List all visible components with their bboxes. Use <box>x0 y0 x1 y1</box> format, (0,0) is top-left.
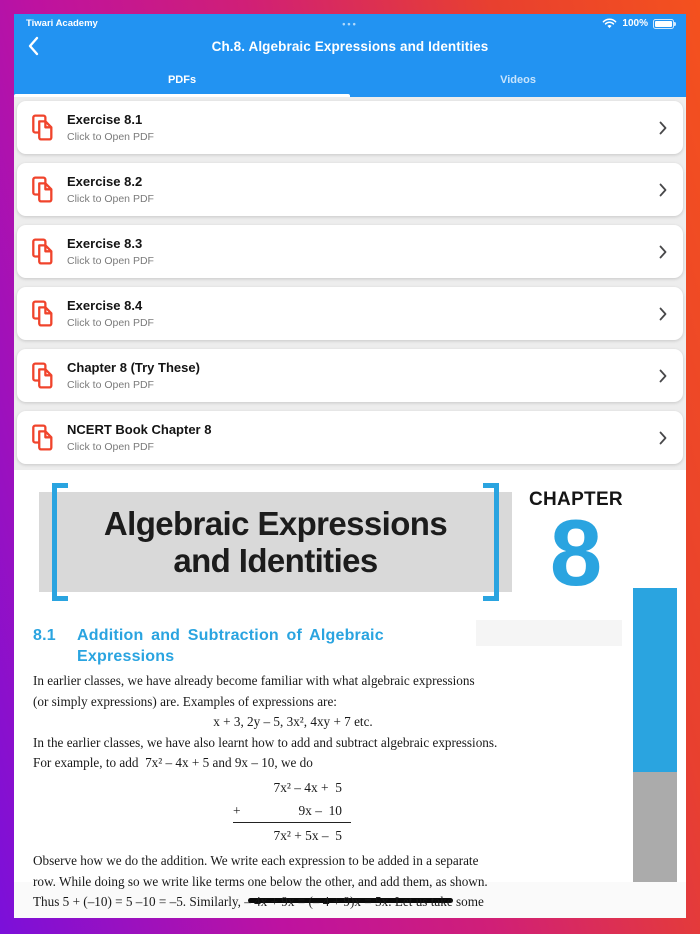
addition-row1: 7x² – 4x + 5 <box>273 779 342 795</box>
column-addition-block <box>233 776 351 849</box>
section-title <box>77 625 384 667</box>
back-button[interactable] <box>27 36 39 56</box>
item-text <box>67 174 154 205</box>
pdf-copy-icon <box>31 362 54 389</box>
chapter-title-row <box>14 470 686 605</box>
item-title: Exercise 8.2 <box>67 174 143 189</box>
item-subtitle: Click to Open PDF <box>67 255 154 267</box>
section-number: 8.1 <box>33 627 56 644</box>
pdf-list <box>14 97 686 464</box>
tab-pdfs[interactable]: PDFs <box>14 62 350 97</box>
addition-row2 <box>233 799 351 823</box>
pdf-copy-icon <box>31 114 54 141</box>
item-title: Exercise 8.4 <box>67 298 143 313</box>
battery-icon <box>653 19 674 29</box>
watermark-box <box>476 620 622 646</box>
item-title: Exercise 8.1 <box>67 112 143 127</box>
chapter-number-block <box>529 489 623 605</box>
item-text <box>67 112 154 143</box>
chevron-right-icon <box>659 369 667 383</box>
item-subtitle: Click to Open PDF <box>67 317 154 329</box>
list-item-ncert-book-chapter-8[interactable] <box>17 411 683 464</box>
plus-sign: + <box>233 802 241 818</box>
item-title: Exercise 8.3 <box>67 236 143 251</box>
body-line: For example, to add 7x² – 4x + 5 and 9x – 10, we do <box>33 755 313 771</box>
bracket-right-icon <box>483 483 499 601</box>
chapter-title-line2: and Identities <box>173 542 378 579</box>
body-line: Thus 5 + (–10) = 5 –10 = –5. Similarly, – 4x + 9x = (– 4 + 9)x = 5x. Let us take some <box>33 894 484 910</box>
chapter-title-line1: Algebraic Expressions <box>103 505 448 542</box>
carrier-label: Tiwari Academy <box>26 18 98 29</box>
section-title-line2: Expressions <box>77 648 175 665</box>
nav-bar <box>14 31 686 62</box>
list-item-exercise-8-4[interactable] <box>17 287 683 340</box>
list-item-exercise-8-2[interactable] <box>17 163 683 216</box>
section-title-line1: Addition and Subtraction of Algebraic <box>77 627 384 644</box>
app-screen <box>14 14 686 918</box>
addition-row2-value: 9x – 10 <box>298 802 342 818</box>
item-title: Chapter 8 (Try These) <box>67 360 200 375</box>
page-edge-band-blue <box>633 588 677 772</box>
chapter-title-box <box>39 492 512 592</box>
body-line: In earlier classes, we have already become familiar with what algebraic expressions <box>33 673 475 688</box>
tab-videos[interactable]: Videos <box>500 73 536 86</box>
chevron-right-icon <box>659 183 667 197</box>
pdf-copy-icon <box>31 300 54 327</box>
body-line: Observe how we do the addition. We write each expression to be added in a separate <box>33 852 479 868</box>
item-text <box>67 360 200 391</box>
item-subtitle: Click to Open PDF <box>67 193 154 205</box>
item-subtitle: Click to Open PDF <box>67 441 154 453</box>
battery-percent-label: 100% <box>622 18 648 29</box>
pdf-body-text <box>33 671 686 913</box>
multitask-dots-icon[interactable]: ••• <box>342 18 358 29</box>
chevron-right-icon <box>659 307 667 321</box>
item-subtitle: Click to Open PDF <box>67 379 154 391</box>
body-line: row. While doing so we write like terms one below the other, and add them, as shown. <box>33 873 488 889</box>
item-text <box>67 422 211 453</box>
item-subtitle: Click to Open PDF <box>67 131 154 143</box>
item-text <box>67 236 154 267</box>
pdf-copy-icon <box>31 424 54 451</box>
pdf-copy-icon <box>31 176 54 203</box>
chapter-number: 8 <box>549 500 603 605</box>
tab-bar <box>14 62 686 97</box>
chapter-label: CHAPTER <box>529 489 623 510</box>
example-expressions-line: x + 3, 2y – 5, 3x², 4xy + 7 etc. <box>213 714 373 730</box>
body-line: (or simply expressions) are. Examples of expressions are: <box>33 693 337 709</box>
chevron-right-icon <box>659 245 667 259</box>
list-item-exercise-8-1[interactable] <box>17 101 683 154</box>
bracket-left-icon <box>52 483 68 601</box>
status-bar <box>14 14 686 31</box>
list-item-chapter-8-try-these[interactable] <box>17 349 683 402</box>
chevron-right-icon <box>659 121 667 135</box>
addition-sum-row: 7x² + 5x – 5 <box>273 827 342 843</box>
pdf-preview <box>14 470 686 910</box>
body-line: In the earlier classes, we have also learnt how to add and subtract algebraic expressions. <box>33 734 498 750</box>
page-title: Ch.8. Algebraic Expressions and Identities <box>211 39 489 54</box>
list-item-exercise-8-3[interactable] <box>17 225 683 278</box>
item-title: NCERT Book Chapter 8 <box>67 422 212 437</box>
pdf-copy-icon <box>31 238 54 265</box>
chevron-right-icon <box>659 431 667 445</box>
item-text <box>67 298 154 329</box>
page-edge-band-gray <box>633 772 677 882</box>
